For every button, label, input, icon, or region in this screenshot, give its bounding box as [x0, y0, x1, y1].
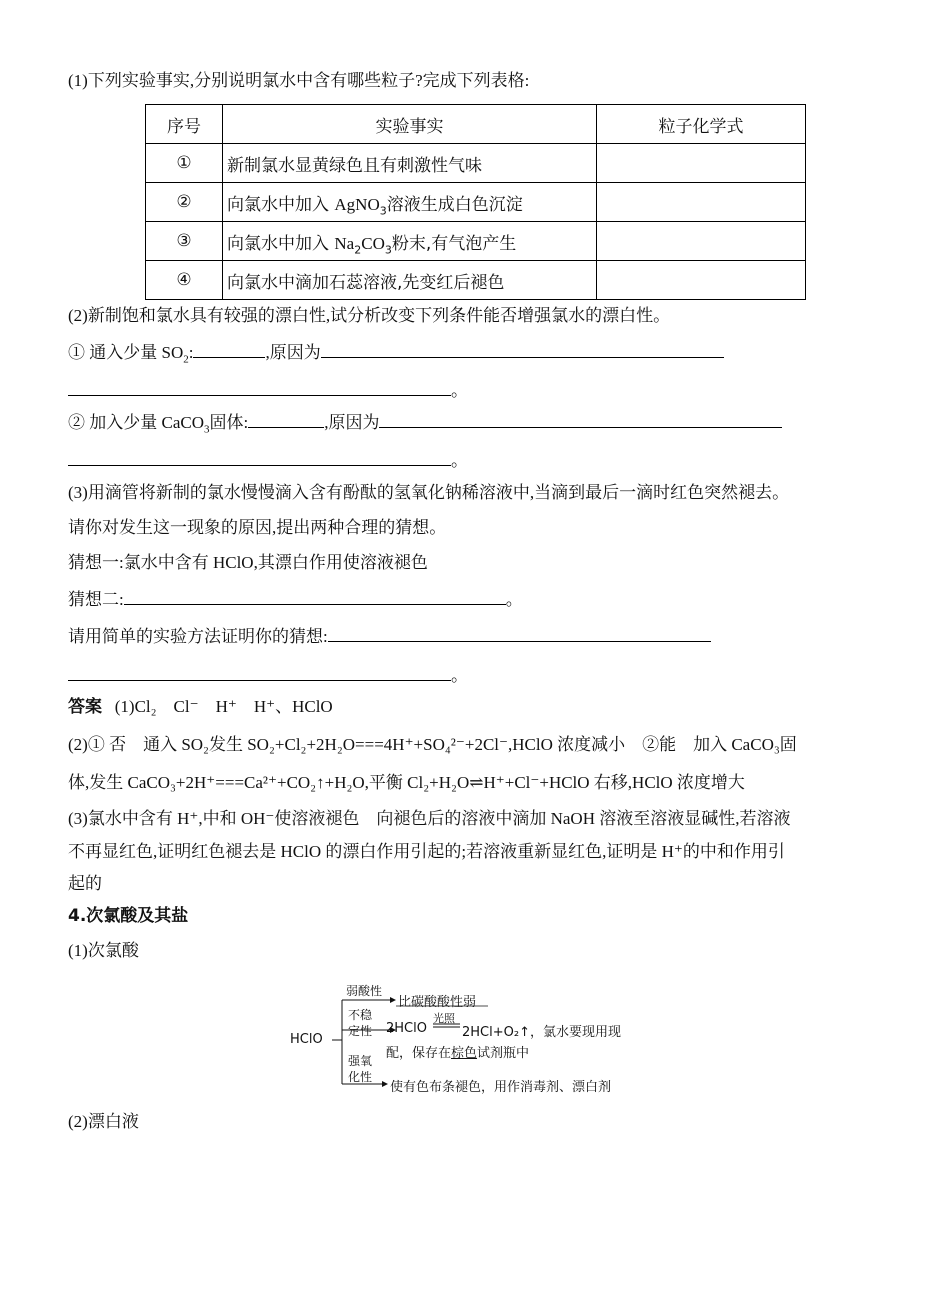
answer-blank[interactable] — [248, 411, 324, 428]
particle-cell[interactable] — [597, 183, 806, 222]
table-row — [146, 261, 806, 300]
branch3-label1: 强氧 — [348, 1054, 373, 1068]
branch2-eq-cond: 光照 — [433, 1012, 455, 1025]
particle-cell[interactable] — [597, 261, 806, 300]
branch2-text2 — [386, 1042, 529, 1061]
table-row — [146, 222, 806, 261]
q2-item1-sub: 2 — [183, 353, 189, 366]
row-fact — [223, 222, 597, 261]
answer-blank[interactable] — [379, 411, 782, 428]
answer-line5: 不再显红色,证明红色褪去是 HClO 的漂白作用引起的;若溶液重新显红色,证明是 H⁺的中和作用引 — [68, 842, 785, 861]
q3-guess2-label: 猜想二: — [68, 590, 124, 609]
answer-line6: 起的 — [68, 874, 102, 893]
branch3-text: 使有色布条褪色，用作消毒剂、漂白剂 — [390, 1080, 612, 1095]
fact-chem-sub: 2 — [354, 242, 362, 256]
branch2-text2-post: 试剂瓶中 — [477, 1046, 530, 1061]
answer-blank[interactable] — [68, 379, 451, 396]
answer-blank[interactable] — [193, 341, 265, 358]
answer-line1 — [68, 696, 333, 718]
fact-chem: Na — [334, 233, 355, 253]
branch3-label2: 化性 — [348, 1070, 373, 1084]
q2-item1-pre: ① 通入少量 SO — [68, 343, 184, 362]
experiment-table — [145, 104, 806, 300]
header-particle: 粒子化学式 — [597, 105, 806, 144]
fact-chem2: CO — [361, 233, 385, 253]
q2-item2-mid: 固体: — [209, 413, 249, 432]
row-fact — [223, 261, 597, 300]
period: 。 — [451, 451, 468, 470]
branch1-label: 弱酸性 — [346, 984, 383, 998]
period: 。 — [451, 381, 468, 400]
q3-verify — [68, 625, 711, 648]
q3-guess2 — [68, 588, 523, 611]
row-no: ① — [146, 144, 223, 183]
diagram-root: HClO — [290, 1032, 323, 1047]
branch2-label1: 不稳 — [348, 1008, 373, 1022]
header-fact: 实验事实 — [223, 105, 597, 144]
header-no: 序号 — [146, 105, 223, 144]
q2-item2 — [68, 411, 782, 434]
fact-text-post: 粉末,有气泡产生 — [391, 233, 517, 254]
q2-item2-sub: 3 — [204, 423, 210, 436]
q3-intro2: 请你对发生这一现象的原因,提出两种合理的猜想。 — [68, 518, 447, 537]
hclo-diagram — [290, 980, 660, 1100]
answer-blank[interactable] — [321, 341, 724, 358]
q2-item1 — [68, 341, 724, 364]
fact-chem-sub2: 3 — [384, 242, 392, 256]
answer-blank[interactable] — [124, 588, 506, 605]
subsection-bleach: (2)漂白液 — [68, 1112, 139, 1131]
q2-item2-pre: ② 加入少量 CaCO — [68, 413, 204, 432]
answer-line1-text: (1)Cl₂ Cl⁻ H⁺ H⁺、HClO — [114, 697, 333, 716]
period: 。 — [451, 666, 468, 685]
answer-line4: (3)氯水中含有 H⁺,中和 OH⁻使溶液褪色 向褪色后的溶液中滴加 NaOH 溶液至溶液显碱性,若溶液 — [68, 809, 791, 828]
q3-intro1: (3)用滴管将新制的氯水慢慢滴入含有酚酞的氢氧化钠稀溶液中,当滴到最后一滴时红色突然褪去。 — [68, 483, 790, 502]
fact-text: 新制氯水显黄绿色且有刺激性气味 — [227, 155, 482, 176]
fact-text: 向氯水中加入 — [227, 194, 335, 215]
branch2-eq-left: 2HClO — [386, 1021, 427, 1036]
fact-text: 向氯水中加入 — [227, 233, 335, 254]
particle-cell[interactable] — [597, 144, 806, 183]
answer-blank[interactable] — [68, 664, 451, 681]
branch2-label2: 定性 — [348, 1024, 373, 1038]
row-no: ② — [146, 183, 223, 222]
answer-blank[interactable] — [68, 449, 451, 466]
q2-item1-cont — [68, 379, 468, 402]
row-fact — [223, 183, 597, 222]
answer-line2: (2)① 否 通入 SO₂发生 SO₂+Cl₂+2H₂O===4H⁺+SO₄²⁻+2Cl⁻,HClO 浓度减小 ②能 加入 CaCO₃固 — [68, 735, 797, 754]
row-no: ③ — [146, 222, 223, 261]
q2-item1-reason: ,原因为 — [265, 343, 321, 362]
answer-label: 答案 — [68, 697, 102, 717]
period: 。 — [505, 590, 523, 609]
q2-intro: (2)新制饱和氯水具有较强的漂白性,试分析改变下列条件能否增强氯水的漂白性。 — [68, 306, 671, 325]
fact-chem-sub: 3 — [379, 203, 387, 217]
row-fact — [223, 144, 597, 183]
answer-blank[interactable] — [328, 625, 711, 642]
row-no: ④ — [146, 261, 223, 300]
fact-chem: AgNO — [334, 194, 380, 214]
table-header-row — [146, 105, 806, 144]
q2-item2-reason: ,原因为 — [324, 413, 380, 432]
q3-guess1: 猜想一:氯水中含有 HClO,其漂白作用使溶液褪色 — [68, 553, 428, 572]
branch2-text2-ul: 棕色 — [451, 1046, 478, 1061]
table-row — [146, 144, 806, 183]
q3-verify-label: 请用简单的实验方法证明你的猜想: — [68, 627, 328, 646]
fact-text-post: 溶液生成白色沉淀 — [386, 194, 523, 215]
subsection-hclo: (1)次氯酸 — [68, 941, 139, 960]
branch2-text2-pre: 配，保存在 — [386, 1046, 452, 1061]
section-title: 4.次氯酸及其盐 — [68, 906, 189, 926]
fact-text: 向氯水中滴加石蕊溶液,先变红后褪色 — [227, 272, 505, 293]
branch2-eq-right: 2HCl+O₂↑，氯水要现用现 — [462, 1025, 621, 1040]
branch1-text: 比碳酸酸性弱 — [398, 995, 477, 1010]
particle-cell[interactable] — [597, 222, 806, 261]
q2-item2-cont — [68, 449, 468, 472]
table-row — [146, 183, 806, 222]
q2-item1-mid: : — [188, 343, 194, 362]
answer-line3: 体,发生 CaCO₃+2H⁺===Ca²⁺+CO₂↑+H₂O,平衡 Cl₂+H₂O⇌H⁺+Cl⁻+HClO 右移,HClO 浓度增大 — [68, 773, 745, 792]
q3-verify-cont — [68, 664, 468, 687]
q1-intro: (1)下列实验事实,分别说明氯水中含有哪些粒子?完成下列表格: — [68, 71, 530, 90]
